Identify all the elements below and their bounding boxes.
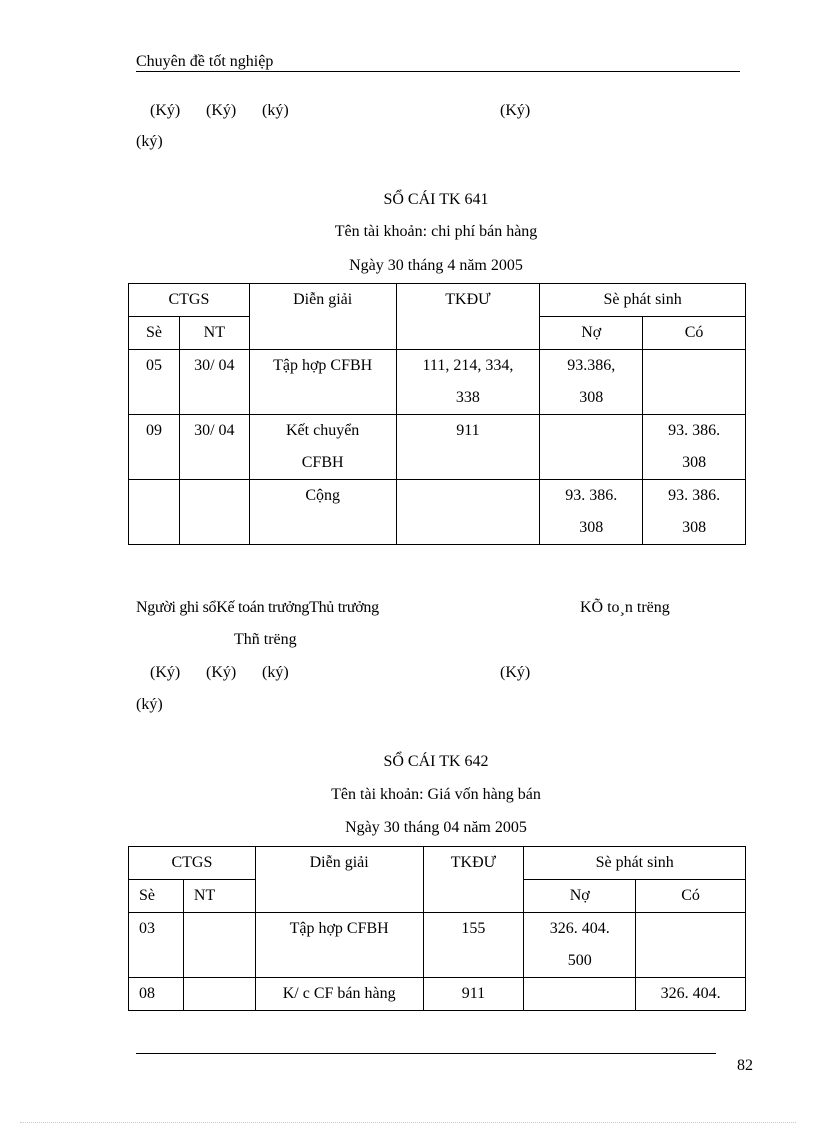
ledger-date: Ngày 30 tháng 4 năm 2005 (349, 257, 523, 274)
cell-so: 03 (129, 913, 184, 978)
cell-tkdu: 911 (396, 415, 540, 480)
header-no: Nợ (524, 880, 636, 913)
cell-dien-giai: Kết chuyển CFBH (249, 415, 396, 480)
cell-so: 05 (129, 350, 180, 415)
signature-label: (ký) (262, 102, 289, 119)
header-co: Có (636, 880, 746, 913)
signature-label: (Ký) (500, 664, 531, 681)
cell-co: 326. 404. (636, 978, 746, 1011)
table-row (129, 913, 746, 978)
cell-nt: 30/ 04 (179, 350, 249, 415)
table-row (129, 415, 746, 480)
signers-line: Người ghi sổKế toán trưởngThủ trưởng (136, 599, 379, 616)
header-dien-giai: Diễn giải (255, 847, 423, 913)
ledger-account-name: Tên tài khoản: chi phí bán hàng (334, 223, 538, 240)
header-ctgs: CTGS (129, 284, 250, 317)
cell-dien-giai: Tập hợp CFBH (255, 913, 423, 978)
signature-label: (Ký) (206, 664, 237, 681)
cell-no: 326. 404. 500 (524, 913, 636, 978)
table-row (129, 978, 746, 1011)
cell-nt (183, 978, 255, 1011)
cell-nt (179, 480, 249, 545)
ledger-title: SỔ CÁI TK 642 (383, 753, 489, 770)
signers-line-2: Thñ trëng (234, 631, 297, 648)
ledger-date: Ngày 30 tháng 04 năm 2005 (345, 819, 527, 836)
cell-dien-giai: Cộng (249, 480, 396, 545)
cell-tkdu: 155 (423, 913, 524, 978)
header-dien-giai: Diễn giải (249, 284, 396, 350)
header-co: Có (643, 317, 746, 350)
table-row (129, 350, 746, 415)
signature-label: (ký) (136, 696, 163, 713)
ledger-title: SỔ CÁI TK 641 (383, 191, 489, 208)
cell-so (129, 480, 180, 545)
cell-tkdu: 111, 214, 334, 338 (396, 350, 540, 415)
header-so: Sè (129, 317, 180, 350)
cell-so: 08 (129, 978, 184, 1011)
signature-label: (ký) (262, 664, 289, 681)
header-phat-sinh: Sè phát sinh (540, 284, 746, 317)
cell-tkdu: 911 (423, 978, 524, 1011)
signature-label: (ký) (136, 133, 163, 150)
header-no: Nợ (540, 317, 643, 350)
header-tkdu: TKĐƯ (396, 284, 540, 350)
header-so: Sè (129, 880, 184, 913)
header-tkdu: TKĐƯ (423, 847, 524, 913)
ledger-table (128, 283, 746, 545)
signature-label: (Ký) (150, 664, 181, 681)
footer-rule (136, 1053, 716, 1054)
cell-tkdu (396, 480, 540, 545)
header-ctgs: CTGS (129, 847, 256, 880)
document-header-title: Chuyên đề tốt nghiệp (136, 53, 274, 70)
ledger-table (128, 846, 746, 1011)
header-nt: NT (183, 880, 255, 913)
table-row-total (129, 480, 746, 545)
signature-label: (Ký) (500, 102, 531, 119)
signers-right: KÕ to¸n trëng (580, 599, 670, 616)
page-number: 82 (737, 1057, 753, 1074)
cell-co: 93. 386. 308 (643, 480, 746, 545)
cell-no (524, 978, 636, 1011)
cell-dien-giai: K/ c CF bán hàng (255, 978, 423, 1011)
header-phat-sinh: Sè phát sinh (524, 847, 746, 880)
cell-so: 09 (129, 415, 180, 480)
header-nt: NT (179, 317, 249, 350)
cell-no: 93.386, 308 (540, 350, 643, 415)
header-rule (136, 71, 740, 72)
cell-no: 93. 386. 308 (540, 480, 643, 545)
signature-label: (Ký) (206, 102, 237, 119)
cell-co (636, 913, 746, 978)
ledger-account-name: Tên tài khoản: Giá vốn hàng bán (331, 786, 541, 803)
cell-co (643, 350, 746, 415)
signature-label: (Ký) (150, 102, 181, 119)
cell-co: 93. 386. 308 (643, 415, 746, 480)
cell-no (540, 415, 643, 480)
cell-dien-giai: Tập hợp CFBH (249, 350, 396, 415)
cell-nt (183, 913, 255, 978)
cell-nt: 30/ 04 (179, 415, 249, 480)
